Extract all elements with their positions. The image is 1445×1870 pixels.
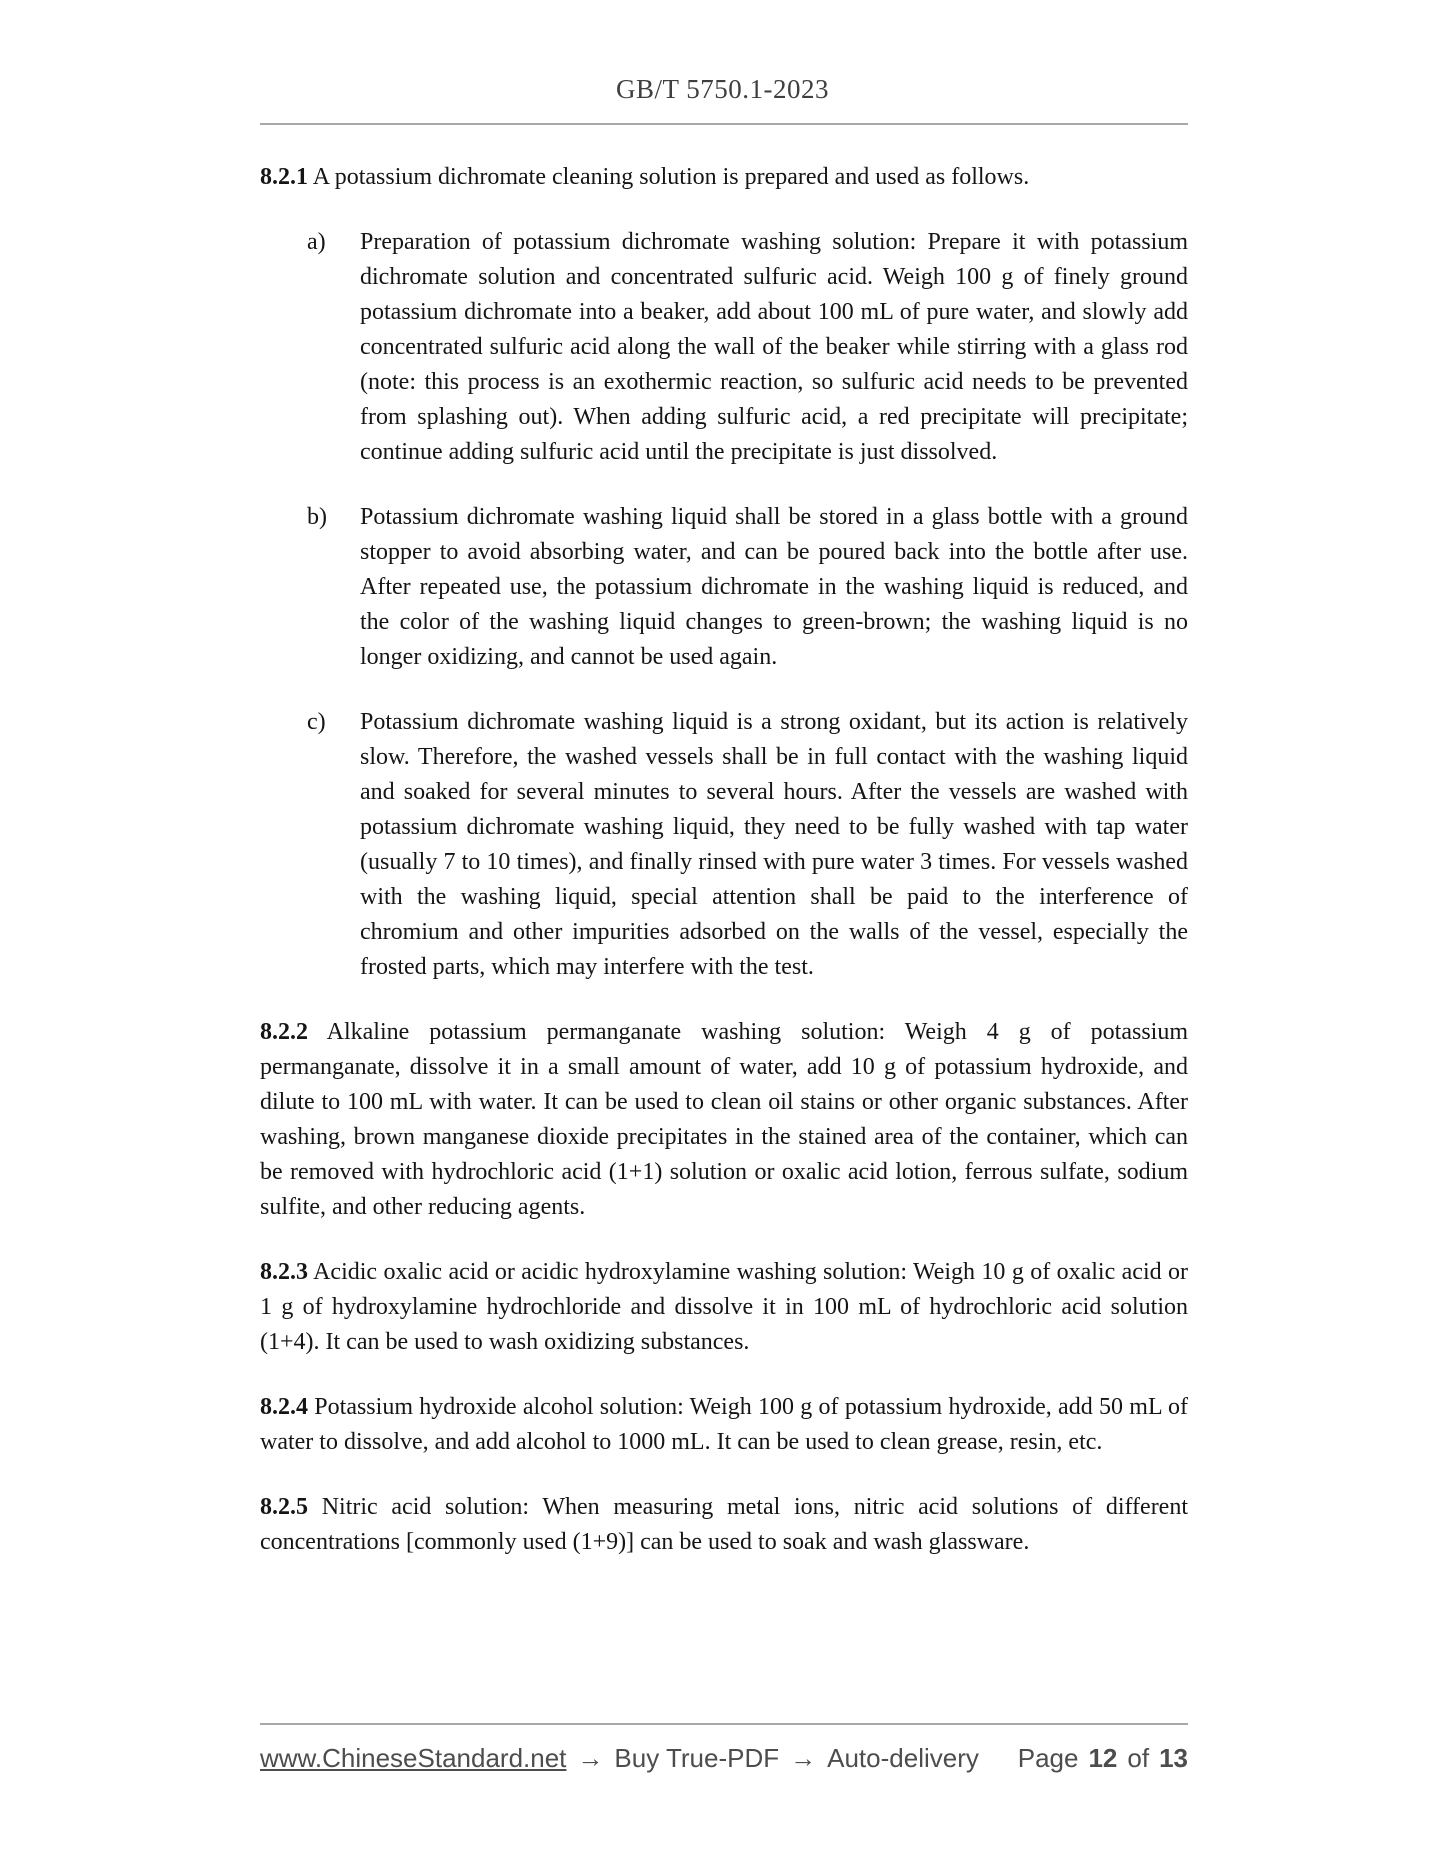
header-divider <box>260 123 1188 125</box>
section-paragraph <box>260 160 1188 195</box>
page-footer <box>260 1743 1188 1774</box>
list-item <box>260 225 1188 470</box>
page-label: Page <box>1017 1743 1079 1773</box>
section-text: Nitric acid solution: When measuring metal ions, nitric acid solutions of different concentrations [commonly used (1+9)] can be used to soak and wash glassware. <box>260 1494 1188 1555</box>
section-number: 8.2.5 <box>260 1494 308 1520</box>
list-item-text: Preparation of potassium dichromate washing solution: Prepare it with potassium dichromate solution and concentrated sulfuric acid. Weigh 100 g of finely ground potassium dichromate into a beaker, add about 100 mL of pure water, and slowly add concentrated sulfuric acid along the wall of the beaker while stirring with a glass rod (note: this process is an exothermic reaction, so sulfuric acid needs to be prevented from splashing out). When adding sulfuric acid, a red precipitate will precipitate; continue adding sulfuric acid until the precipitate is just dissolved. <box>360 229 1188 465</box>
document-code: GB/T 5750.1-2023 <box>615 74 829 104</box>
page-number-current: 12 <box>1088 1743 1118 1773</box>
section-text: Alkaline potassium permanganate washing solution: Weigh 4 g of potassium permanganate, dissolve it in a small amount of water, add 10 g of potassium hydroxide, and dilute to 100 mL with water. It can be used to clean oil stains or other organic substances. After washing, brown manganese dioxide precipitates in the stained area of the container, which can be removed with hydrochloric acid (1+1) solution or oxalic acid lotion, ferrous sulfate, sodium sulfite, and other reducing agents. <box>260 1019 1188 1220</box>
section-paragraph <box>260 1390 1188 1460</box>
page-indicator <box>1018 1743 1188 1774</box>
section-paragraph <box>260 1255 1188 1360</box>
page-number-total: 13 <box>1159 1743 1188 1773</box>
list-item-marker: a) <box>307 229 326 255</box>
section-number: 8.2.1 <box>260 164 308 190</box>
section-number: 8.2.4 <box>260 1394 308 1420</box>
list-item-marker: b) <box>307 504 327 530</box>
list-item-marker: c) <box>307 709 326 735</box>
footer-link[interactable]: www.ChineseStandard.net <box>260 1743 567 1773</box>
section-text: Potassium hydroxide alcohol solution: Weigh 100 g of potassium hydroxide, add 50 mL of water to dissolve, and add alcohol to 1000 mL. It can be used to clean grease, resin, etc. <box>260 1394 1188 1455</box>
list-item-text: Potassium dichromate washing liquid shall be stored in a glass bottle with a ground stopper to avoid absorbing water, and can be poured back into the bottle after use. After repeated use, the potassium dichromate in the washing liquid is reduced, and the color of the washing liquid changes to green-brown; the washing liquid is no longer oxidizing, and cannot be used again. <box>360 504 1188 670</box>
section-text: Acidic oxalic acid or acidic hydroxylamine washing solution: Weigh 10 g of oxalic acid or 1 g of hydroxylamine hydrochloride and dissolve it in 100 mL of hydrochloric acid solution (1+4). It can be used to wash oxidizing substances. <box>260 1259 1188 1355</box>
arrow-right-icon: → <box>790 1743 817 1773</box>
list-item-text: Potassium dichromate washing liquid is a strong oxidant, but its action is relatively slow. Therefore, the washed vessels shall be in full contact with the washing liquid and soaked for several minutes to several hours. After the vessels are washed with potassium dichromate washing liquid, they need to be fully washed with tap water (usually 7 to 10 times), and finally rinsed with pure water 3 times. For vessels washed with the washing liquid, special attention shall be paid to the interference of chromium and other impurities adsorbed on the walls of the vessel, especially the frosted parts, which may interfere with the test. <box>360 709 1188 980</box>
footer-action-buy-pdf: Buy True-PDF <box>614 1743 780 1773</box>
footer-left <box>260 1743 979 1774</box>
document-body <box>260 160 1188 1590</box>
list-item <box>260 500 1188 675</box>
footer-divider <box>260 1723 1188 1725</box>
of-label: of <box>1127 1743 1150 1773</box>
footer-action-auto-delivery: Auto-delivery <box>827 1743 979 1773</box>
section-paragraph <box>260 1490 1188 1560</box>
section-text: A potassium dichromate cleaning solution is prepared and used as follows. <box>312 164 1030 190</box>
section-paragraph <box>260 1015 1188 1225</box>
section-number: 8.2.3 <box>260 1259 308 1285</box>
arrow-right-icon: → <box>577 1743 604 1773</box>
list-item <box>260 705 1188 985</box>
section-number: 8.2.2 <box>260 1019 308 1045</box>
